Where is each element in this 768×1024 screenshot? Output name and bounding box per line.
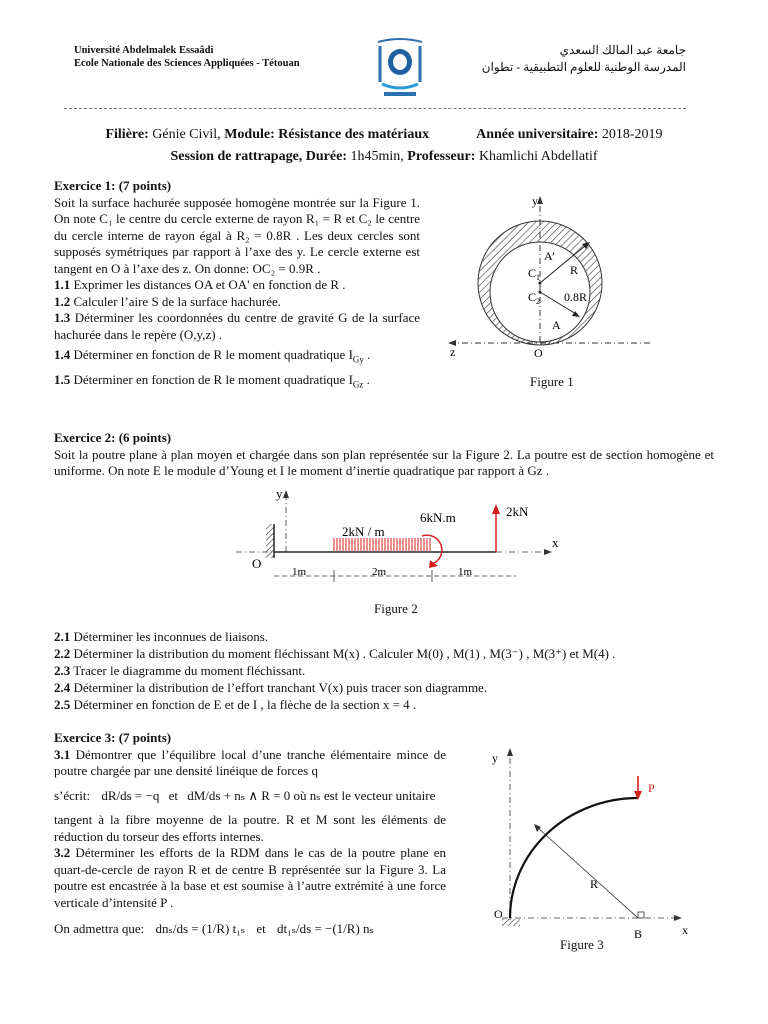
figure-2 bbox=[226, 484, 586, 594]
applied-moment bbox=[422, 535, 442, 564]
exercise-2-statement: Soit la poutre plane à plan moyen et chargée dans son plan représentée sur la Figure 2. La poutre est de section homogène et uniforme. On note E le module d’Young et I le moment d’inertie quadratique par rapport à Gz . bbox=[54, 446, 714, 478]
question-3-2 bbox=[54, 845, 446, 911]
force-P-label: P bbox=[648, 781, 655, 795]
y-axis-arrow bbox=[507, 748, 513, 756]
question-text: Exprimer les distances OA et OA' en fonction de R . bbox=[73, 277, 346, 292]
school-name-arabic: المدرسة الوطنية للعلوم التطبيقية - تطوان bbox=[481, 60, 686, 74]
module-label: Module: bbox=[224, 127, 275, 142]
equation-note: où nₛ est le vecteur unitaire bbox=[293, 787, 436, 803]
fixed-support bbox=[502, 919, 520, 926]
y-axis-arrow bbox=[283, 490, 289, 498]
filiere-label: Filière: bbox=[105, 127, 149, 142]
origin-label: O bbox=[252, 556, 262, 571]
filiere-value: Génie Civil, bbox=[152, 127, 221, 142]
relation-n: dnₛ/ds = (1/R) t₁ₛ bbox=[155, 921, 246, 936]
question-text: Démontrer que l’équilibre local d’une tranche élémentaire mince de poutre chargée par une densité linéique de forces q bbox=[54, 746, 447, 778]
exam-info-line1 bbox=[0, 124, 768, 145]
point-force-arrow bbox=[492, 504, 500, 514]
question-3-1 bbox=[54, 747, 446, 780]
question-number: 3.1 bbox=[54, 746, 71, 762]
y-axis-label: y bbox=[492, 751, 498, 765]
question-2-1 bbox=[54, 628, 734, 645]
radius-line bbox=[538, 828, 638, 918]
equilibrium-equations bbox=[54, 788, 446, 805]
question-text: Déterminer en fonction de R le moment quadratique I bbox=[73, 372, 353, 388]
exercise-1-statement: Soit la surface hachurée supposée homogène montrée sur la Figure 1. On note C₁ le centre du cercle externe de rayon R₁ = R et C₂ le centre du cercle interne de rayon égal à R₂ = 0.8R . Les deux cercles sont supposés symétriques par rapport à l’axe des y. Le cercle externe est tangent en O à l’axe des z. On donne: OC₂ = 0.9R . bbox=[54, 194, 420, 276]
question-text: Déterminer en fonction de R le moment quadratique I bbox=[73, 347, 353, 362]
figure-3-caption: Figure 3 bbox=[560, 937, 604, 952]
exam-info-line2 bbox=[0, 146, 768, 167]
admit-intro: On admettra que: bbox=[54, 921, 145, 936]
origin-label: O bbox=[494, 907, 503, 921]
force-label: 2kN bbox=[506, 504, 529, 519]
annee-label: Année universitaire: bbox=[476, 127, 599, 142]
distributed-load-lines bbox=[334, 538, 430, 551]
equation-intro: s’écrit: bbox=[54, 787, 91, 803]
figure-3 bbox=[482, 742, 702, 954]
relation-and: et bbox=[256, 921, 266, 936]
question-number: 1.1 bbox=[54, 277, 71, 292]
point-A-label: A bbox=[552, 318, 561, 332]
x-axis-label: x bbox=[682, 923, 688, 937]
radius-arrow bbox=[534, 824, 541, 832]
dimension-1m-label: 1m bbox=[292, 566, 307, 578]
annee-value: 2018-2019 bbox=[601, 127, 663, 142]
z-axis-label: z bbox=[450, 345, 456, 359]
question-number: 1.5 bbox=[54, 372, 71, 388]
header-french bbox=[74, 44, 300, 70]
radius-label: R bbox=[590, 877, 599, 891]
question-number: 1.4 bbox=[54, 347, 71, 362]
figure-1-caption: Figure 1 bbox=[530, 374, 574, 389]
question-subscript: Gy bbox=[352, 354, 364, 365]
question-number: 2.2 bbox=[54, 646, 71, 661]
question-2-4 bbox=[54, 679, 734, 696]
question-text: Déterminer en fonction de E et de I , la flèche de la section x = 4 . bbox=[73, 697, 417, 712]
c2-label: $C_2$ bbox=[528, 290, 541, 306]
exercise-2-title: Exercice 2: (6 points) bbox=[54, 430, 172, 445]
radius-R-label: R bbox=[570, 263, 579, 277]
question-number: 2.5 bbox=[54, 697, 71, 712]
question-2-2 bbox=[54, 645, 734, 662]
y-axis-label: y bbox=[532, 194, 538, 208]
question-1-1 bbox=[54, 277, 420, 294]
question-number: 2.4 bbox=[54, 680, 71, 695]
origin-label: O bbox=[534, 346, 543, 360]
question-text: Déterminer les inconnues de liaisons. bbox=[73, 629, 269, 644]
question-text: Calculer l’aire S de la surface hachurée. bbox=[73, 293, 282, 309]
question-text: Déterminer la distribution de l’effort tranchant V(x) puis tracer son diagramme. bbox=[73, 680, 488, 695]
session-label: Session de rattrapage, bbox=[170, 149, 303, 164]
professor-label: Professeur: bbox=[407, 149, 476, 164]
moment-label: 6kN.m bbox=[420, 510, 456, 525]
center-c2 bbox=[539, 291, 542, 294]
question-number: 1.3 bbox=[54, 310, 71, 325]
university-name: Université Abdelmalek Essaâdi bbox=[74, 45, 214, 56]
question-number: 2.1 bbox=[54, 629, 71, 644]
question-number: 1.2 bbox=[54, 293, 71, 309]
question-number: 2.3 bbox=[54, 663, 71, 678]
question-2-5 bbox=[54, 696, 734, 713]
question-1-4: 1.4 Déterminer en fonction de R le moment quadratique $I_{Gy}$ . bbox=[54, 347, 371, 365]
question-1-5: 1.5 Déterminer en fonction de R le moment quadratique $I_{Gz}$ . bbox=[54, 372, 370, 390]
dimension-2m-label: 2m bbox=[372, 566, 387, 578]
exercise-3-title: Exercice 3: (7 points) bbox=[54, 730, 172, 745]
fixed-support bbox=[266, 524, 274, 558]
professor-value: Khamlichi Abdellatif bbox=[478, 149, 598, 164]
duree-label: Durée: bbox=[305, 149, 347, 164]
school-logo bbox=[372, 36, 428, 102]
question-3-1-continued: tangent à la fibre moyenne de la poutre. R et M sont les éléments de réduction du torseur des efforts internes. bbox=[54, 812, 446, 844]
question-2-3 bbox=[54, 662, 734, 679]
exercise-2-questions bbox=[54, 628, 734, 713]
equation-moment: dM/ds + nₛ ∧ R = 0 bbox=[187, 787, 291, 803]
admitted-relations bbox=[54, 921, 446, 938]
relation-t: dt₁ₛ/ds = −(1/R) nₛ bbox=[277, 921, 374, 936]
figure-2-caption: Figure 2 bbox=[374, 601, 418, 616]
y-axis-label: y bbox=[276, 486, 283, 501]
module-value: Résistance des matériaux bbox=[278, 127, 430, 142]
school-name: Ecole Nationale des Sciences Appliquées - Tétouan bbox=[74, 58, 300, 69]
question-number: 3.2 bbox=[54, 845, 71, 860]
exercise-1 bbox=[54, 178, 420, 393]
exercise-1-title: Exercice 1: (7 points) bbox=[54, 178, 172, 193]
exercise-2 bbox=[54, 430, 714, 480]
quarter-circle-beam bbox=[510, 798, 638, 918]
question-text: Déterminer les efforts de la RDM dans le cas de la poutre plane en quart-de-cercle de rayon R et de centre B représentée sur la Figure 3. La poutre est encastrée à la base et est soumise à l’autre extrémité à une force verticale d’intensité P . bbox=[54, 845, 446, 910]
question-1-3 bbox=[54, 310, 420, 343]
header-divider bbox=[64, 108, 686, 109]
question-text: Déterminer les coordonnées du centre de gravité G de la surface hachurée dans le repère (O,y,z) . bbox=[54, 310, 421, 342]
x-axis-arrow bbox=[674, 915, 682, 921]
center-marker bbox=[638, 912, 644, 918]
x-axis-arrow bbox=[544, 549, 552, 555]
dimension-1m-end-label: 1m bbox=[458, 566, 473, 578]
equation-and: et bbox=[168, 787, 178, 803]
c1-label: $C_1$ bbox=[528, 266, 541, 282]
exercise-3 bbox=[54, 730, 446, 938]
center-B-label: B bbox=[634, 927, 643, 941]
point-A-prime-label: A’ bbox=[544, 249, 556, 263]
figure-1 bbox=[440, 190, 690, 368]
question-text: Tracer le diagramme du moment fléchissant. bbox=[73, 663, 306, 678]
header-arabic bbox=[482, 42, 686, 76]
university-name-arabic: جامعة عبد المالك السعدي bbox=[559, 43, 686, 57]
x-axis-label: x bbox=[552, 535, 559, 550]
distributed-load-label: 2kN / m bbox=[342, 524, 385, 539]
duree-value: 1h45min, bbox=[350, 149, 404, 164]
question-subscript: Gz bbox=[352, 379, 364, 390]
question-1-2 bbox=[54, 294, 420, 311]
equation-force: dR/ds = −q bbox=[101, 787, 160, 803]
radius-08R-label: 0.8R bbox=[564, 290, 588, 304]
question-text: Déterminer la distribution du moment fléchissant M(x) . Calculer M(0) , M(1) , M(3⁻) , M(3⁺) et M(4) . bbox=[73, 646, 616, 661]
